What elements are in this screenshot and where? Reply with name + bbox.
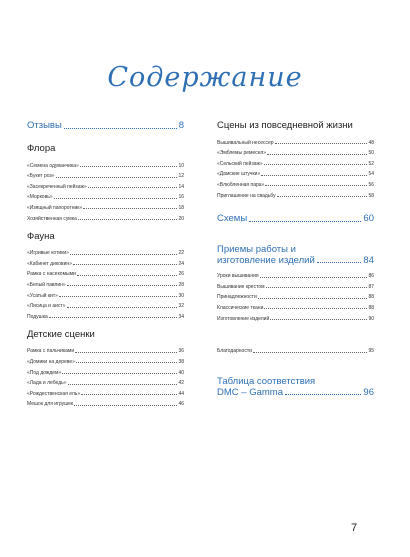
toc-list-fauna [27, 246, 184, 320]
toc-left-column [27, 120, 184, 407]
toc-entry[interactable]: Изготовление изделий 90 [217, 315, 374, 322]
toc-entry[interactable]: Приглашение на свадьбу 58 [217, 192, 374, 199]
leader-dots [64, 128, 177, 129]
toc-entry[interactable]: Классические ткани 88 [217, 304, 374, 311]
toc-right-column [217, 120, 374, 407]
toc-entry[interactable]: «Изящный папоротник» 18 [27, 204, 184, 211]
toc-list-flora [27, 158, 184, 222]
toc-entry[interactable]: «Игривые котики» 22 [27, 250, 184, 257]
toc-entry[interactable]: «Лисица и аист» 32 [27, 303, 184, 310]
toc-entry[interactable]: «Эмблемы ремесел» 50 [217, 150, 374, 157]
toc-entry[interactable]: Хозяйственная сумка 20 [27, 215, 184, 222]
toc-heading-table[interactable]: Таблица соответствия DMC – Gamma 96 [217, 376, 374, 399]
toc-entry[interactable]: Подушка 34 [27, 313, 184, 320]
toc-entry[interactable]: Уроки вышивания 86 [217, 273, 374, 280]
toc-heading-flora: Флора [27, 143, 56, 154]
toc-entry[interactable]: «Под дождем» 40 [27, 369, 184, 376]
toc-list-daily [217, 135, 374, 199]
toc-entry[interactable]: Вышивальный несессер 48 [217, 139, 374, 146]
toc-entry[interactable]: «Кабинет диковин» 24 [27, 260, 184, 267]
toc-entry[interactable]: Рамка с насекомыми 26 [27, 271, 184, 278]
toc-entry[interactable]: «Лада и лебедь» 42 [27, 380, 184, 387]
toc-heading-reviews[interactable]: Отзывы 8 [27, 120, 184, 131]
toc-heading-fauna: Фауна [27, 230, 55, 242]
toc-entry[interactable]: «Усатый кит» 30 [27, 292, 184, 299]
toc-entry-thanks[interactable]: Благодарности 95 [217, 348, 374, 355]
toc-entry[interactable]: «Букет роз» 12 [27, 173, 184, 180]
toc-entry[interactable]: «Дамские штучки» 54 [217, 171, 374, 178]
toc-entry[interactable]: «Рождественская ель» 44 [27, 390, 184, 397]
toc-entry[interactable]: «Морковь» 16 [27, 194, 184, 201]
toc-entry[interactable]: «Сельский пейзаж» 52 [217, 160, 374, 167]
toc-entry[interactable]: «Влюбленная пара» 56 [217, 181, 374, 188]
leader-dots [317, 262, 362, 263]
toc-entry[interactable]: Принадлежности 88 [217, 294, 374, 301]
toc-entry[interactable]: Мешок для игрушек 46 [27, 401, 184, 408]
toc-entry[interactable]: «Домики на дереве» 38 [27, 358, 184, 365]
toc-heading-techniques[interactable]: Приемы работы и изготовление изделий 84 [217, 243, 374, 266]
toc-heading-daily: Сцены из повседневной жизни [217, 120, 353, 131]
toc-entry[interactable]: «Семена одуванчика» 10 [27, 162, 184, 169]
toc-heading-schemes[interactable]: Схемы 60 [217, 212, 374, 224]
toc-entry[interactable]: «Засекреченный пейзаж» 14 [27, 183, 184, 190]
toc-list-kids [27, 344, 184, 408]
leader-dots [249, 221, 361, 222]
toc-list-techniques [217, 269, 374, 322]
toc-entry[interactable]: «Белый павлин» 28 [27, 281, 184, 288]
toc-entry[interactable]: Рамка с пальчиками 36 [27, 348, 184, 355]
toc-entry[interactable]: Вышивание крестом 87 [217, 283, 374, 290]
leader-dots [285, 394, 361, 395]
page-number: 7 [351, 522, 358, 534]
page-title: Содержание [107, 62, 303, 93]
toc-heading-kids: Детские сценки [27, 328, 95, 340]
